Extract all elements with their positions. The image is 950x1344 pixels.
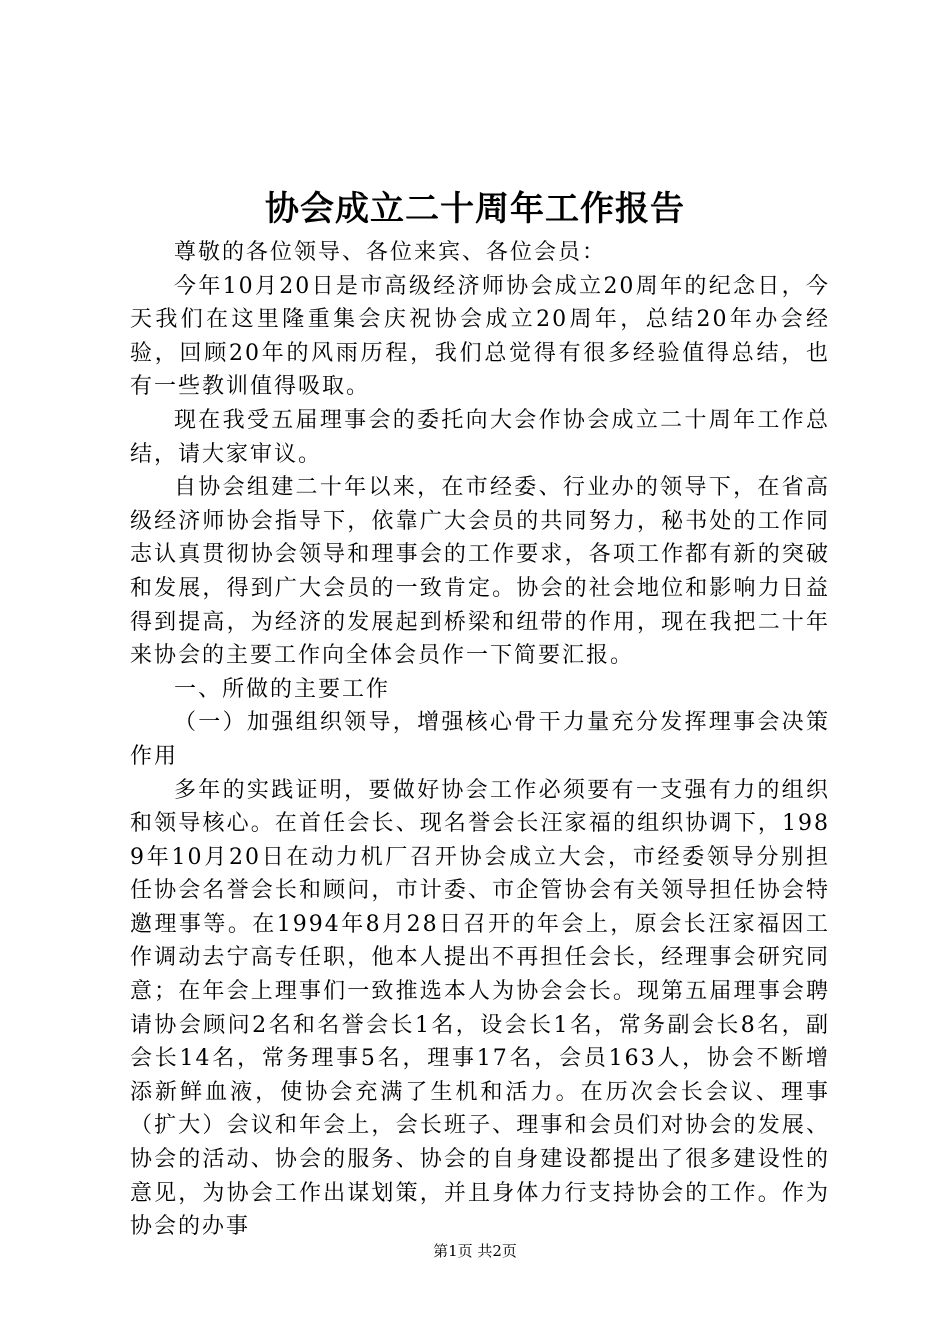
salutation-paragraph: 尊敬的各位领导、各位来宾、各位会员： [174, 240, 607, 265]
body-paragraph: 今年10月20日是市高级经济师协会成立20周年的纪念日，今天我们在这里隆重集会庆祝协会成立20周年，总结20年办会经验，回顾20年的风雨历程，我们总觉得有很多经验值得总结，也有一些教训值得吸取。 [130, 273, 830, 400]
document-body [130, 236, 830, 1244]
document-title: 协会成立二十周年工作报告 [265, 189, 685, 229]
page-footer: 第1页 共2页 [433, 1242, 517, 1260]
section-heading: 一、所做的主要工作 [174, 676, 391, 702]
body-paragraph: 自协会组建二十年以来，在市经委、行业办的领导下，在省高级经济师协会指导下，依靠广大会员的共同努力，秘书处的工作同志认真贯彻协会领导和理事会的工作要求，各项工作都有新的突破和发展，得到广大会员的一致肯定。协会的社会地位和影响力日益得到提高，为经济的发展起到桥梁和纽带的作用，现在我把二十年来协会的主要工作向全体会员作一下简要汇报。 [130, 475, 830, 669]
body-paragraph: 现在我受五届理事会的委托向大会作协会成立二十周年工作总结，请大家审议。 [130, 407, 830, 467]
body-paragraph: 多年的实践证明，要做好协会工作必须要有一支强有力的组织和领导核心。在首任会长、现名誉会长汪家福的组织协调下，1989年10月20日在动力机厂召开协会成立大会，市经委领导分别担任协会名誉会长和顾问，市计委、市企管协会有关领导担任协会特邀理事等。在1994年8月28日召开的年会上，原会长汪家福因工作调动去宁高专任职，他本人提出不再担任会长，经理事会研究同意；在年会上理事们一致推选本人为协会会长。现第五届理事会聘请协会顾问2名和名誉会长1名，设会长1名，常务副会长8名，副会长14名，常务理事5名，理事17名，会员163人，协会不断增添新鲜血液，使协会充满了生机和活力。在历次会长会议、理事（扩大）会议和年会上，会长班子、理事和会员们对协会的发展、协会的活动、协会的服务、协会的自身建设都提出了很多建设性的意见，为协会工作出谋划策，并且身体力行支持协会的工作。作为协会的办事 [130, 777, 830, 1240]
subsection-heading: （一）加强组织领导，增强核心骨干力量充分发挥理事会决策作用 [130, 710, 830, 769]
